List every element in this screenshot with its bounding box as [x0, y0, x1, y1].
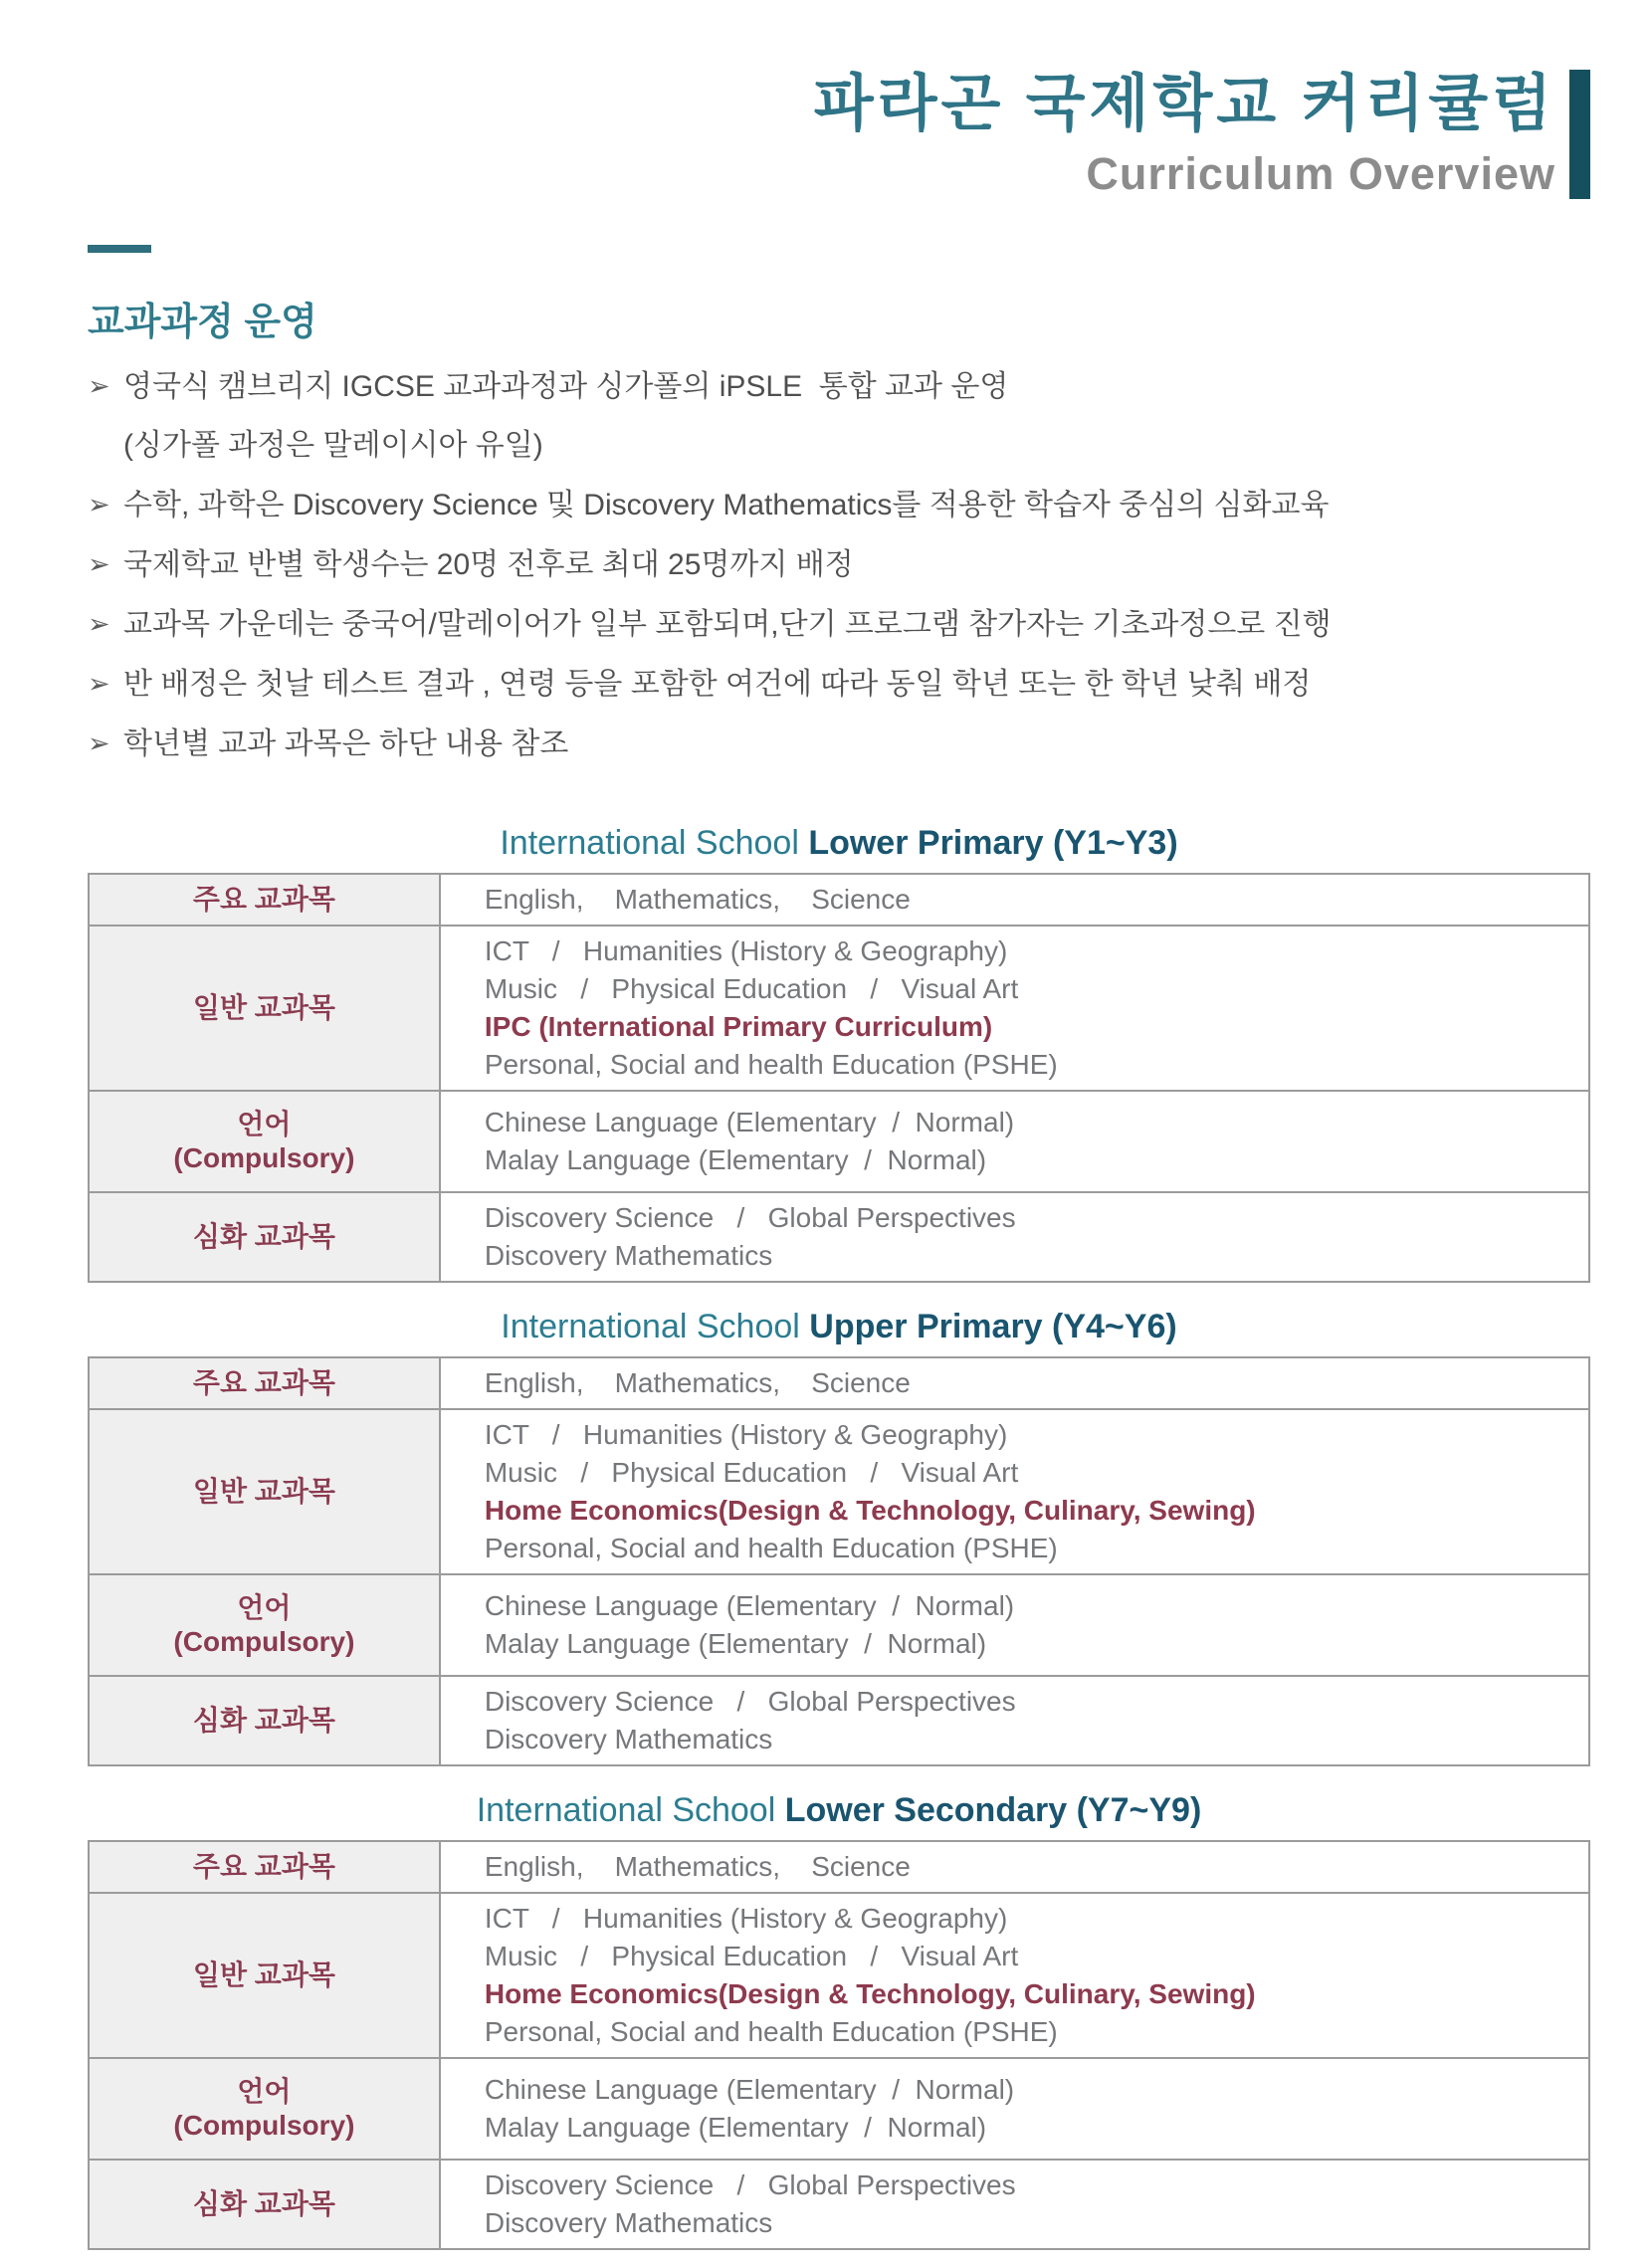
table-title-bold: Lower Secondary (Y7~Y9) — [784, 1791, 1202, 1829]
row-label-cell — [89, 2160, 440, 2249]
row-label-cell — [89, 874, 440, 926]
cell-line: English, Mathematics, Science — [484, 1367, 911, 1398]
table-row — [89, 874, 1589, 926]
page-subtitle: Curriculum Overview — [1086, 148, 1555, 199]
section-heading: 교과과정 운영 — [88, 302, 317, 343]
curriculum-table — [88, 1356, 1590, 1766]
page-title: 파라곤 국제학교 커리큘럼 — [813, 70, 1555, 138]
bullet-item — [88, 607, 1590, 642]
table-row — [89, 1893, 1589, 2058]
bullet-item — [88, 547, 1590, 582]
cell-line: ICT / Humanities (History & Geography) — [484, 1419, 1008, 1450]
row-label: 언어 — [237, 2076, 292, 2107]
row-label-cell — [89, 1192, 440, 1282]
row-content-cell — [440, 1841, 1589, 1893]
table-title-prefix: International School — [501, 1308, 810, 1345]
row-label-cell — [89, 1091, 440, 1192]
row-content-cell — [440, 874, 1589, 926]
bullet-item — [88, 667, 1590, 702]
curriculum-table — [88, 873, 1590, 1283]
row-content-cell — [440, 1357, 1589, 1409]
table-row — [89, 2058, 1589, 2160]
cell-line: Home Economics(Design & Technology, Culinary, Sewing) — [484, 1495, 1256, 1526]
cell-line: IPC (International Primary Curriculum) — [484, 1011, 993, 1042]
row-label: 일반 교과목 — [192, 1959, 335, 1990]
row-label-cell — [89, 926, 440, 1091]
document-header — [88, 0, 1590, 199]
row-label: 심화 교과목 — [192, 1221, 335, 1252]
bullet-item — [123, 428, 1590, 463]
row-label: 주요 교과목 — [192, 884, 335, 915]
bullet-item — [88, 488, 1590, 522]
table-row — [89, 1091, 1589, 1192]
table-title-bold: Upper Primary (Y4~Y6) — [809, 1308, 1177, 1345]
bullet-text: 학년별 교과 과목은 하단 내용 참조 — [123, 727, 569, 760]
row-label-cell — [89, 1893, 440, 2058]
cell-line: Discovery Science / Global Perspectives — [484, 1202, 1016, 1233]
arrow-bullet-icon: ➢ — [88, 728, 110, 758]
bullet-text: (싱가폴 과정은 말레이시아 유일) — [123, 429, 543, 462]
arrow-bullet-icon: ➢ — [88, 549, 110, 579]
row-label: 일반 교과목 — [192, 1476, 335, 1507]
row-label-cell — [89, 1357, 440, 1409]
row-label: 주요 교과목 — [192, 1367, 335, 1398]
tables-area — [88, 823, 1590, 2250]
table-title-prefix: International School — [500, 824, 809, 862]
cell-line: Discovery Mathematics — [484, 1240, 773, 1271]
cell-line: ICT / Humanities (History & Geography) — [484, 935, 1008, 966]
row-content-cell — [440, 1409, 1589, 1574]
cell-line: Personal, Social and health Education (PSHE) — [484, 1533, 1058, 1563]
table-section — [88, 1307, 1590, 1766]
row-label-cell — [89, 2058, 440, 2160]
row-label: 주요 교과목 — [192, 1851, 335, 1882]
cell-line: Home Economics(Design & Technology, Culinary, Sewing) — [484, 1978, 1256, 2009]
row-content-cell — [440, 1893, 1589, 2058]
arrow-bullet-icon: ➢ — [88, 490, 110, 519]
curriculum-table — [88, 1840, 1590, 2250]
row-label: 심화 교과목 — [192, 1705, 335, 1736]
row-label: (Compulsory) — [173, 1626, 355, 1657]
cell-line: ICT / Humanities (History & Geography) — [484, 1903, 1008, 1934]
bullet-text: 교과목 가운데는 중국어/말레이어가 일부 포함되며,단기 프로그램 참가자는 기초과정으로 진행 — [123, 608, 1332, 641]
table-title — [88, 1307, 1590, 1346]
table-row — [89, 1841, 1589, 1893]
cell-line: Discovery Mathematics — [484, 2207, 773, 2238]
bullet-list — [88, 369, 1590, 761]
row-content-cell — [440, 926, 1589, 1091]
cell-line: Malay Language (Elementary / Normal) — [484, 2112, 987, 2143]
row-label: (Compulsory) — [173, 2110, 355, 2141]
row-label: 일반 교과목 — [192, 992, 335, 1023]
arrow-bullet-icon: ➢ — [88, 371, 110, 401]
table-row — [89, 1574, 1589, 1676]
row-content-cell — [440, 1091, 1589, 1192]
bullet-text: 반 배정은 첫날 테스트 결과 , 연령 등을 포함한 여건에 따라 동일 학년 또는 한 학년 낮춰 배정 — [123, 668, 1312, 701]
title-block — [814, 70, 1555, 199]
cell-line: Chinese Language (Elementary / Normal) — [484, 1107, 1015, 1137]
section-divider — [88, 245, 151, 253]
cell-line: Discovery Mathematics — [484, 1724, 773, 1754]
row-content-cell — [440, 2058, 1589, 2160]
row-label: 언어 — [237, 1109, 292, 1139]
row-label-cell — [89, 1409, 440, 1574]
row-label: 심화 교과목 — [192, 2188, 335, 2219]
cell-line: Personal, Social and health Education (PSHE) — [484, 1049, 1058, 1080]
cell-line: English, Mathematics, Science — [484, 1851, 911, 1882]
arrow-bullet-icon: ➢ — [88, 609, 110, 639]
row-label: (Compulsory) — [173, 1142, 355, 1173]
table-row — [89, 1676, 1589, 1765]
cell-line: Music / Physical Education / Visual Art — [484, 1457, 1019, 1488]
cell-line: Personal, Social and health Education (PSHE) — [484, 2016, 1058, 2047]
row-label-cell — [89, 1841, 440, 1893]
table-section — [88, 823, 1590, 1283]
table-title — [88, 1790, 1590, 1830]
table-title-prefix: International School — [476, 1791, 785, 1829]
cell-line: Malay Language (Elementary / Normal) — [484, 1628, 987, 1659]
cell-line: Discovery Science / Global Perspectives — [484, 2169, 1016, 2200]
arrow-bullet-icon: ➢ — [88, 669, 110, 699]
row-label-cell — [89, 1676, 440, 1765]
cell-line: Malay Language (Elementary / Normal) — [484, 1144, 987, 1175]
table-row — [89, 926, 1589, 1091]
cell-line: Music / Physical Education / Visual Art — [484, 973, 1019, 1004]
cell-line: Discovery Science / Global Perspectives — [484, 1686, 1016, 1717]
table-row — [89, 2160, 1589, 2249]
row-label-cell — [89, 1574, 440, 1676]
cell-line: English, Mathematics, Science — [484, 884, 911, 915]
table-row — [89, 1409, 1589, 1574]
table-row — [89, 1357, 1589, 1409]
bullet-item — [88, 726, 1590, 761]
row-content-cell — [440, 1574, 1589, 1676]
table-title-bold: Lower Primary (Y1~Y3) — [808, 824, 1178, 862]
table-row — [89, 1192, 1589, 1282]
bullet-text: 영국식 캠브리지 IGCSE 교과과정과 싱가폴의 iPSLE 통합 교과 운영 — [123, 370, 1009, 403]
cell-line: Chinese Language (Elementary / Normal) — [484, 1590, 1015, 1621]
accent-bar — [1569, 70, 1590, 199]
row-label: 언어 — [237, 1592, 292, 1623]
row-content-cell — [440, 1676, 1589, 1765]
cell-line: Music / Physical Education / Visual Art — [484, 1941, 1019, 1971]
bullet-text: 국제학교 반별 학생수는 20명 전후로 최대 25명까지 배정 — [123, 548, 854, 581]
cell-line: Chinese Language (Elementary / Normal) — [484, 2074, 1015, 2105]
row-content-cell — [440, 1192, 1589, 1282]
table-title — [88, 823, 1590, 863]
bullet-item — [88, 369, 1590, 404]
table-section — [88, 1790, 1590, 2250]
bullet-text: 수학, 과학은 Discovery Science 및 Discovery Mathematics를 적용한 학습자 중심의 심화교육 — [123, 489, 1330, 521]
row-content-cell — [440, 2160, 1589, 2249]
